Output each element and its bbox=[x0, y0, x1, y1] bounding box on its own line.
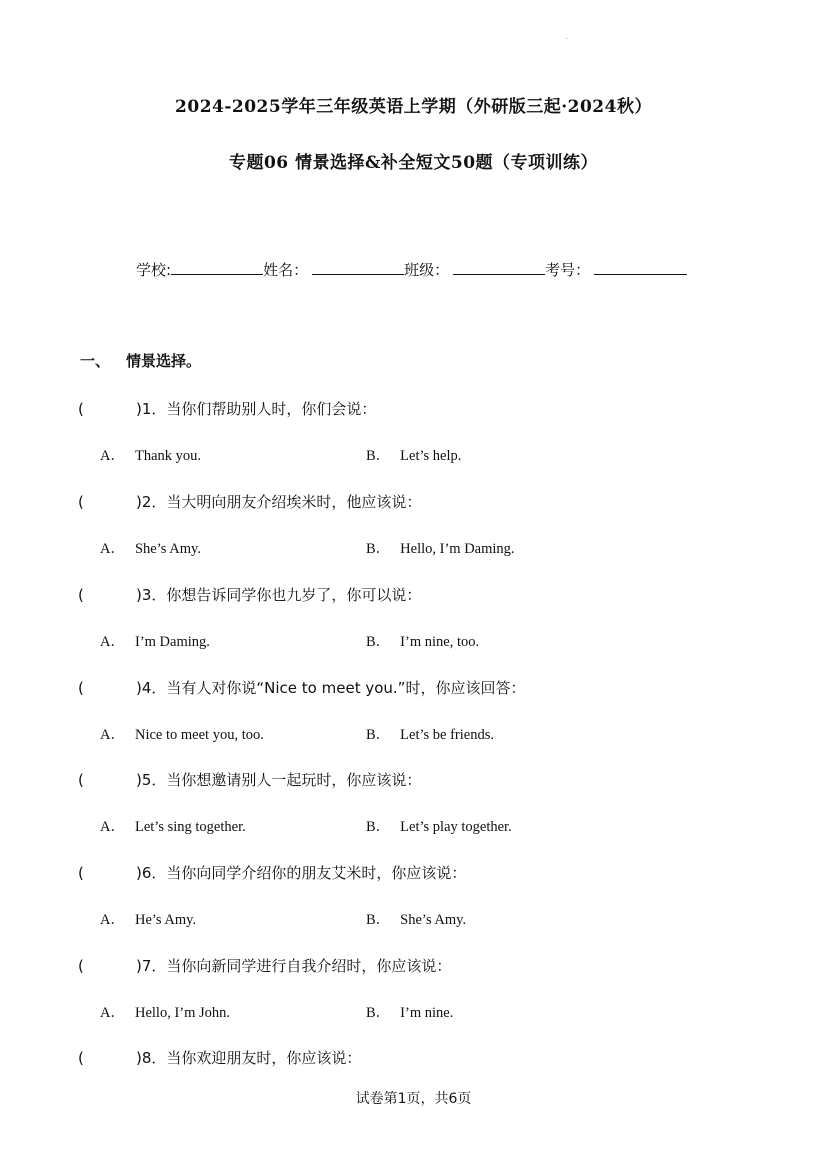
name-blank[interactable] bbox=[312, 258, 404, 275]
question-stem bbox=[78, 584, 421, 605]
document-subtitle: 专题06 情景选择&补全短文50题（专项训练） bbox=[228, 153, 599, 173]
question-text: )2．当大明向朋友介绍埃米时，他应该说： bbox=[136, 493, 422, 511]
option-b[interactable]: B． I’m nine. bbox=[366, 1005, 454, 1021]
class-blank[interactable] bbox=[453, 258, 545, 275]
option-b[interactable]: B． Hello, I’m Daming. bbox=[366, 541, 515, 557]
class-label: 班级： bbox=[404, 261, 450, 279]
answer-paren[interactable]: ( bbox=[78, 957, 84, 975]
question-text: )3．你想告诉同学你也九岁了，你可以说： bbox=[136, 586, 422, 604]
question-stem bbox=[78, 491, 421, 512]
exam-number-label: 考号： bbox=[545, 261, 591, 279]
option-a[interactable]: A． Hello, I’m John. bbox=[100, 1005, 231, 1021]
page-footer: 试卷第1页，共6页 bbox=[355, 1091, 472, 1107]
question-stem bbox=[78, 769, 421, 790]
answer-paren[interactable]: ( bbox=[78, 679, 84, 697]
question-stem bbox=[78, 955, 451, 976]
option-a[interactable]: A． I’m Daming. bbox=[100, 634, 210, 650]
exam-number-blank[interactable] bbox=[594, 258, 687, 275]
section-number: 一、 bbox=[80, 352, 111, 370]
school-blank[interactable] bbox=[171, 258, 263, 275]
option-a[interactable]: A． Nice to meet you, too. bbox=[100, 727, 264, 743]
question-stem bbox=[78, 677, 525, 698]
question-stem bbox=[78, 1047, 361, 1068]
document-title: 2024-2025学年三年级英语上学期（外研版三起·2024秋） bbox=[175, 97, 652, 117]
answer-paren[interactable]: ( bbox=[78, 586, 84, 604]
name-label: 姓名： bbox=[263, 261, 309, 279]
section-heading bbox=[80, 350, 201, 371]
section-title: 情景选择。 bbox=[126, 352, 202, 370]
option-b[interactable]: B． Let’s play together. bbox=[366, 819, 512, 835]
answer-paren[interactable]: ( bbox=[78, 864, 84, 882]
option-b[interactable]: B． Let’s help. bbox=[366, 448, 462, 464]
option-a[interactable]: A． He’s Amy. bbox=[100, 912, 197, 928]
answer-paren[interactable]: ( bbox=[78, 771, 84, 789]
question-text: )4．当有人对你说“Nice to meet you.”时，你应该回答： bbox=[136, 679, 526, 697]
question-text: )1．当你们帮助别人时，你们会说： bbox=[136, 400, 377, 418]
option-b[interactable]: B． Let’s be friends. bbox=[366, 727, 494, 743]
option-a[interactable]: A． Let’s sing together. bbox=[100, 819, 246, 835]
question-text: )5．当你想邀请别人一起玩时，你应该说： bbox=[136, 771, 422, 789]
option-b[interactable]: B． She’s Amy. bbox=[366, 912, 467, 928]
answer-paren[interactable]: ( bbox=[78, 1049, 84, 1067]
answer-paren[interactable]: ( bbox=[78, 400, 84, 418]
question-text: )8．当你欢迎朋友时，你应该说： bbox=[136, 1049, 362, 1067]
option-a[interactable]: A． Thank you. bbox=[100, 448, 202, 464]
question-text: )6．当你向同学介绍你的朋友艾米时，你应该说： bbox=[136, 864, 467, 882]
option-b[interactable]: B． I’m nine, too. bbox=[366, 634, 480, 650]
question-text: )7．当你向新同学进行自我介绍时，你应该说： bbox=[136, 957, 452, 975]
question-stem bbox=[78, 398, 376, 419]
question-stem bbox=[78, 862, 466, 883]
option-a[interactable]: A． She’s Amy. bbox=[100, 541, 201, 557]
school-label: 学校: bbox=[136, 261, 172, 279]
stray-mark: · bbox=[566, 36, 568, 43]
answer-paren[interactable]: ( bbox=[78, 493, 84, 511]
student-info-row bbox=[136, 258, 687, 280]
